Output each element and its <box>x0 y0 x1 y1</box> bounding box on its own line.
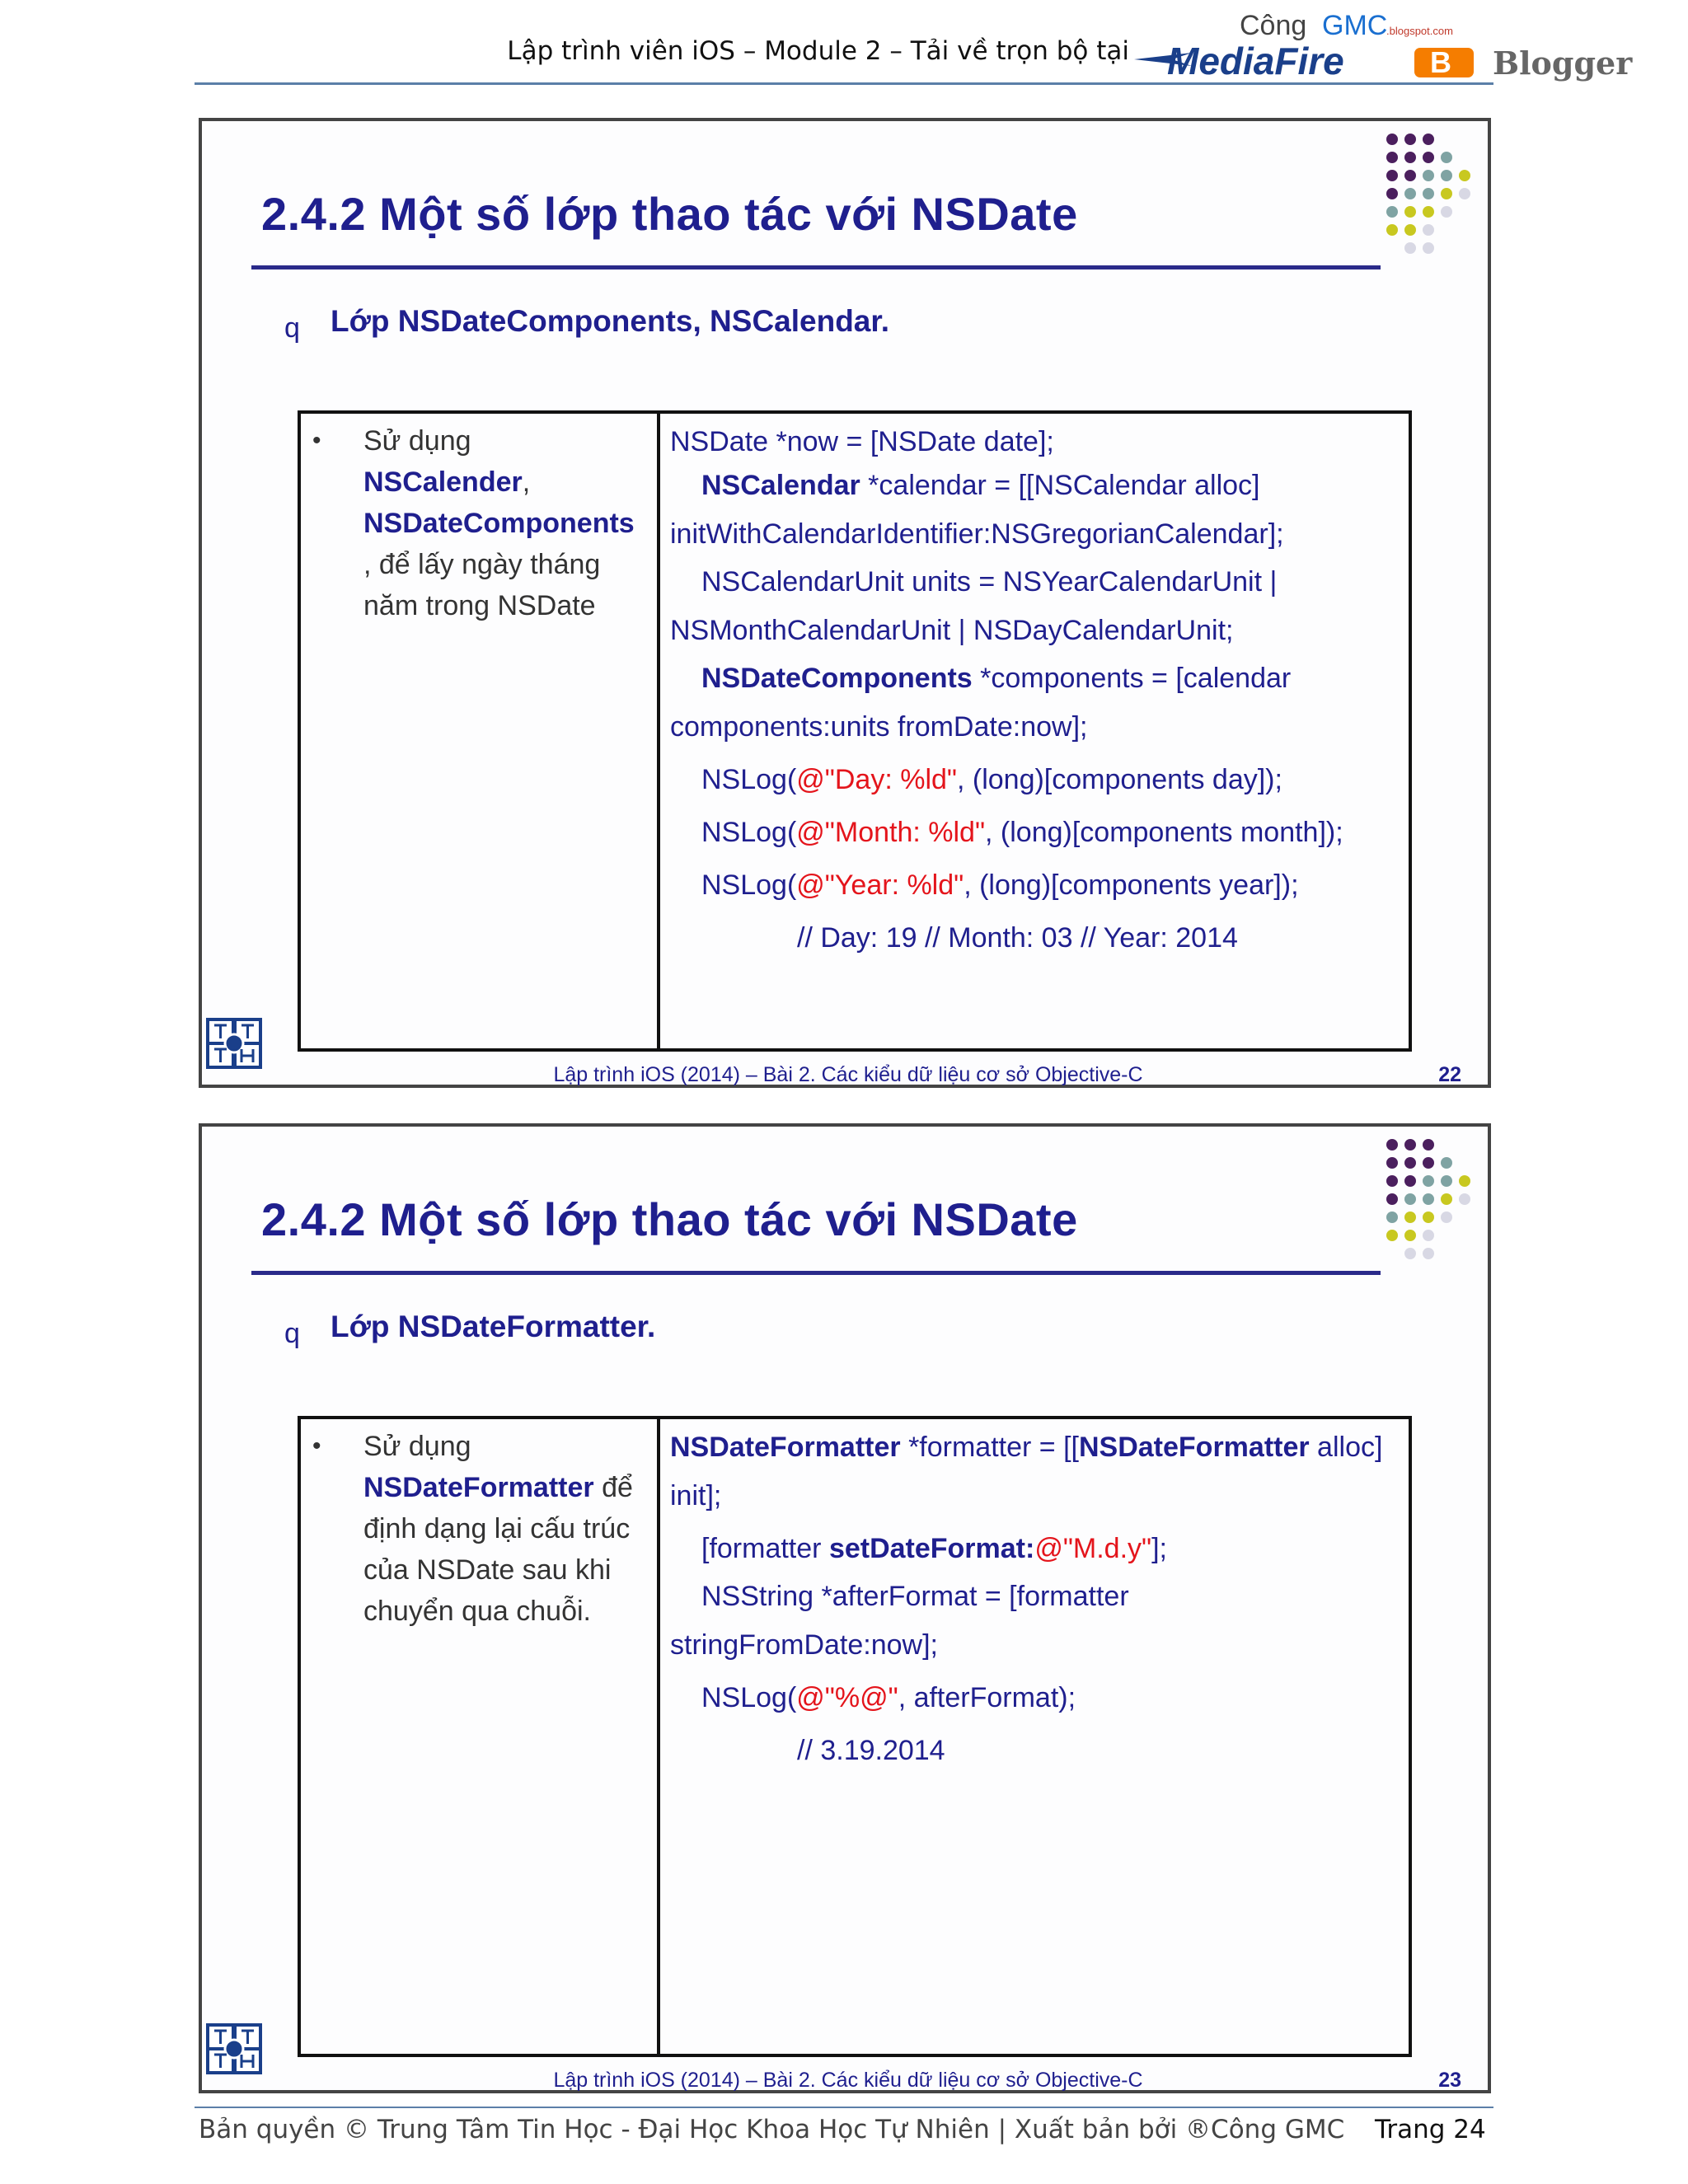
desc-suffix: , để lấy ngày tháng năm trong NSDate <box>363 549 601 621</box>
svg-text:.blogspot.com: .blogspot.com <box>1386 25 1453 37</box>
slide-footer: Lập trình iOS (2014) – Bài 2. Các kiểu dữ liệu cơ sở Objective-C <box>553 2069 1143 2092</box>
slide-title: 2.4.2 Một số lớp thao tác với NSDate <box>261 188 1078 240</box>
page-number: Trang 24 <box>1375 2115 1486 2144</box>
desc-class-1: NSDateFormatter <box>363 1472 594 1503</box>
slide-footer: Lập trình iOS (2014) – Bài 2. Các kiểu dữ liệu cơ sở Objective-C <box>553 1063 1143 1086</box>
slide-number: 23 <box>1438 2069 1461 2092</box>
table-divider <box>657 414 660 1048</box>
code-line: NSDate *now = [NSDate date]; <box>670 426 1054 457</box>
description-cell <box>312 1426 650 1632</box>
code-comment: // 3.19.2014 <box>797 1735 945 1766</box>
code-line: NSMonthCalendarUnit | NSDayCalendarUnit; <box>670 615 1234 646</box>
code-cell <box>670 1426 1404 1777</box>
slide-22 <box>199 118 1491 1088</box>
slide-title: 2.4.2 Một số lớp thao tác với NSDate <box>261 1193 1078 1245</box>
svg-text:GMC: GMC <box>1322 10 1388 41</box>
mediafire-blogger-logo[interactable] <box>1134 5 1662 84</box>
title-underline <box>251 1271 1381 1275</box>
university-logo-icon <box>205 2022 263 2075</box>
subheading: Lớp NSDateComponents, NSCalendar. <box>331 304 890 338</box>
code-table <box>298 1416 1412 2057</box>
slide-number: 22 <box>1438 1063 1461 1086</box>
header-text: Lập trình viên iOS – Module 2 – Tải về trọn bộ tại <box>507 36 1129 66</box>
description-cell <box>312 420 650 626</box>
bullet-dot: • <box>312 427 321 454</box>
bullet-marker: q <box>284 312 300 344</box>
code-line: stringFromDate:now]; <box>670 1629 938 1661</box>
svg-text:Blogger: Blogger <box>1493 45 1633 82</box>
university-logo-icon <box>205 1017 263 1070</box>
code-line: NSCalendarUnit units = NSYearCalendarUnit | <box>701 566 1278 598</box>
code-line: NSDateComponents *components = [calendar <box>701 663 1292 694</box>
code-line: NSLog(@"%@", afterFormat); <box>701 1682 1076 1713</box>
code-line: initWithCalendarIdentifier:NSGregorianCalendar]; <box>670 518 1284 550</box>
table-divider <box>657 1419 660 2054</box>
desc-class-1: NSCalender <box>363 466 523 498</box>
copyright-text: Bản quyền © Trung Tâm Tin Học - Đại Học Khoa Học Tự Nhiên | Xuất bản bởi ®Công GMC <box>199 2115 1345 2144</box>
code-line: NSLog(@"Month: %ld", (long)[components month]); <box>701 817 1343 848</box>
code-comment: // Day: 19 // Month: 03 // Year: 2014 <box>797 922 1238 954</box>
code-line: NSCalendar *calendar = [[NSCalendar alloc] <box>701 470 1260 501</box>
code-line: init]; <box>670 1480 722 1511</box>
footer-rule <box>195 2107 1493 2108</box>
code-line: NSDateFormatter *formatter = [[NSDateFormatter alloc] <box>670 1432 1383 1463</box>
desc-prefix: Sử dụng <box>363 425 471 457</box>
bullet-dot: • <box>312 1432 321 1460</box>
slide-23 <box>199 1123 1491 2093</box>
code-line: [formatter setDateFormat:@"M.d.y"]; <box>701 1533 1168 1564</box>
desc-prefix: Sử dụng <box>363 1431 471 1462</box>
code-line: NSLog(@"Day: %ld", (long)[components day]); <box>701 764 1282 795</box>
desc-suffix: để định dạng lại cấu trúc của NSDate sau khi chuyển qua chuỗi. <box>363 1472 633 1627</box>
code-line: NSLog(@"Year: %ld", (long)[components year]); <box>701 869 1299 901</box>
title-underline <box>251 265 1381 269</box>
decorative-dots-icon <box>1381 1133 1478 1277</box>
code-line: components:units fromDate:now]; <box>670 711 1088 743</box>
desc-class-2: NSDateComponents <box>363 508 635 539</box>
bullet-marker: q <box>284 1318 300 1349</box>
header-rule <box>195 82 1493 85</box>
desc-comma: , <box>522 466 531 498</box>
code-cell <box>670 420 1404 964</box>
subheading: Lớp NSDateFormatter. <box>331 1310 656 1343</box>
svg-text:MediaFire: MediaFire <box>1167 40 1344 82</box>
svg-text:Công: Công <box>1240 10 1307 41</box>
decorative-dots-icon <box>1381 128 1478 272</box>
code-line: NSString *afterFormat = [formatter <box>701 1581 1129 1612</box>
svg-text:B: B <box>1430 45 1451 79</box>
code-table <box>298 410 1412 1052</box>
